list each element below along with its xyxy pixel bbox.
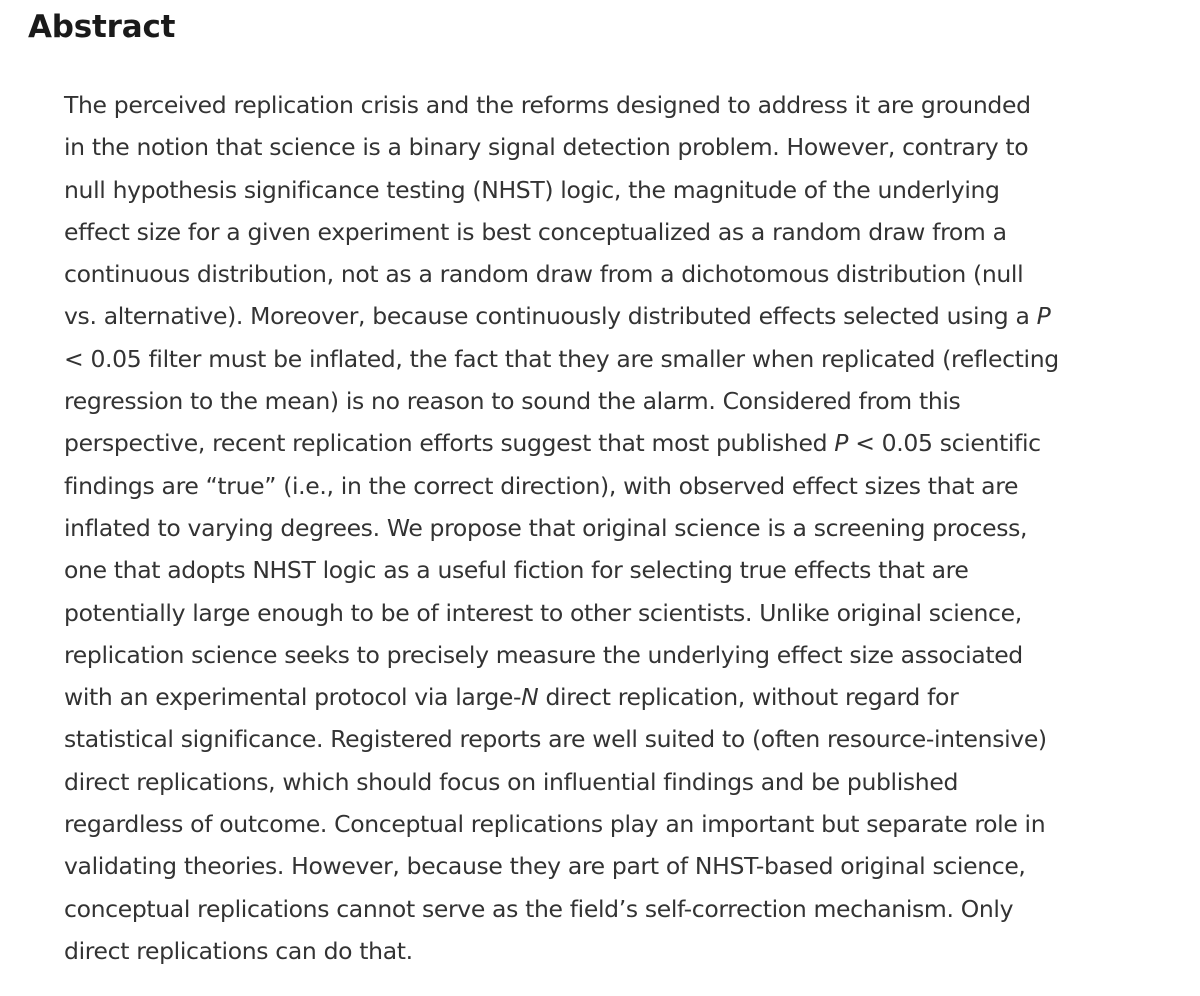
abstract-line: inflated to varying degrees. We propose that original science is a screening process, [64, 513, 1028, 542]
abstract-line: direct replications, which should focus on influential findings and be published [64, 767, 959, 796]
abstract-line: replication science seeks to precisely measure the underlying effect size associated [64, 640, 1023, 669]
abstract-line: findings are “true” (i.e., in the correct direction), with observed effect sizes that are [64, 471, 1019, 500]
abstract-line-text: vs. alternative). Moreover, because continuously distributed effects selected using a [64, 302, 1037, 331]
abstract-line: continuous distribution, not as a random draw from a dichotomous distribution (null [64, 260, 1024, 289]
abstract-line: direct replications can do that. [64, 936, 413, 965]
abstract-line [64, 422, 1174, 464]
abstract-body [64, 84, 1174, 972]
abstract-line-text: < 0.05 scientific [848, 429, 1041, 458]
abstract-line: regardless of outcome. Conceptual replications play an important but separate role in [64, 810, 1046, 839]
abstract-line: potentially large enough to be of interest to other scientists. Unlike original science, [64, 598, 1022, 627]
abstract-line: < 0.05 filter must be inflated, the fact that they are smaller when replicated (reflecting [64, 344, 1059, 373]
italic-symbol: P [1036, 302, 1051, 331]
abstract-line: null hypothesis significance testing (NHST) logic, the magnitude of the underlying [64, 175, 1000, 204]
abstract-line: The perceived replication crisis and the reforms designed to address it are grounded [64, 91, 1031, 119]
abstract-heading: Abstract [28, 9, 176, 45]
abstract-line: validating theories. However, because they are part of NHST-based original science, [64, 852, 1026, 881]
abstract-line: statistical significance. Registered reports are well suited to (often resource-intensive) [64, 725, 1047, 754]
abstract-line: regression to the mean) is no reason to sound the alarm. Considered from this [64, 387, 961, 416]
italic-symbol: P [834, 429, 849, 458]
abstract-line-text: with an experimental protocol via large- [64, 683, 522, 712]
abstract-line: effect size for a given experiment is best conceptualized as a random draw from a [64, 217, 1007, 246]
abstract-line: one that adopts NHST logic as a useful fiction for selecting true effects that are [64, 556, 969, 585]
abstract-line-text: direct replication, without regard for [538, 683, 959, 712]
abstract-line-text: perspective, recent replication efforts suggest that most published [64, 429, 835, 458]
abstract-line [64, 295, 1174, 337]
italic-symbol: N [521, 683, 539, 712]
abstract-line [64, 676, 1174, 718]
abstract-line: in the notion that science is a binary signal detection problem. However, contrary to [64, 133, 1029, 162]
abstract-line: conceptual replications cannot serve as the field’s self-correction mechanism. Only [64, 894, 1014, 923]
